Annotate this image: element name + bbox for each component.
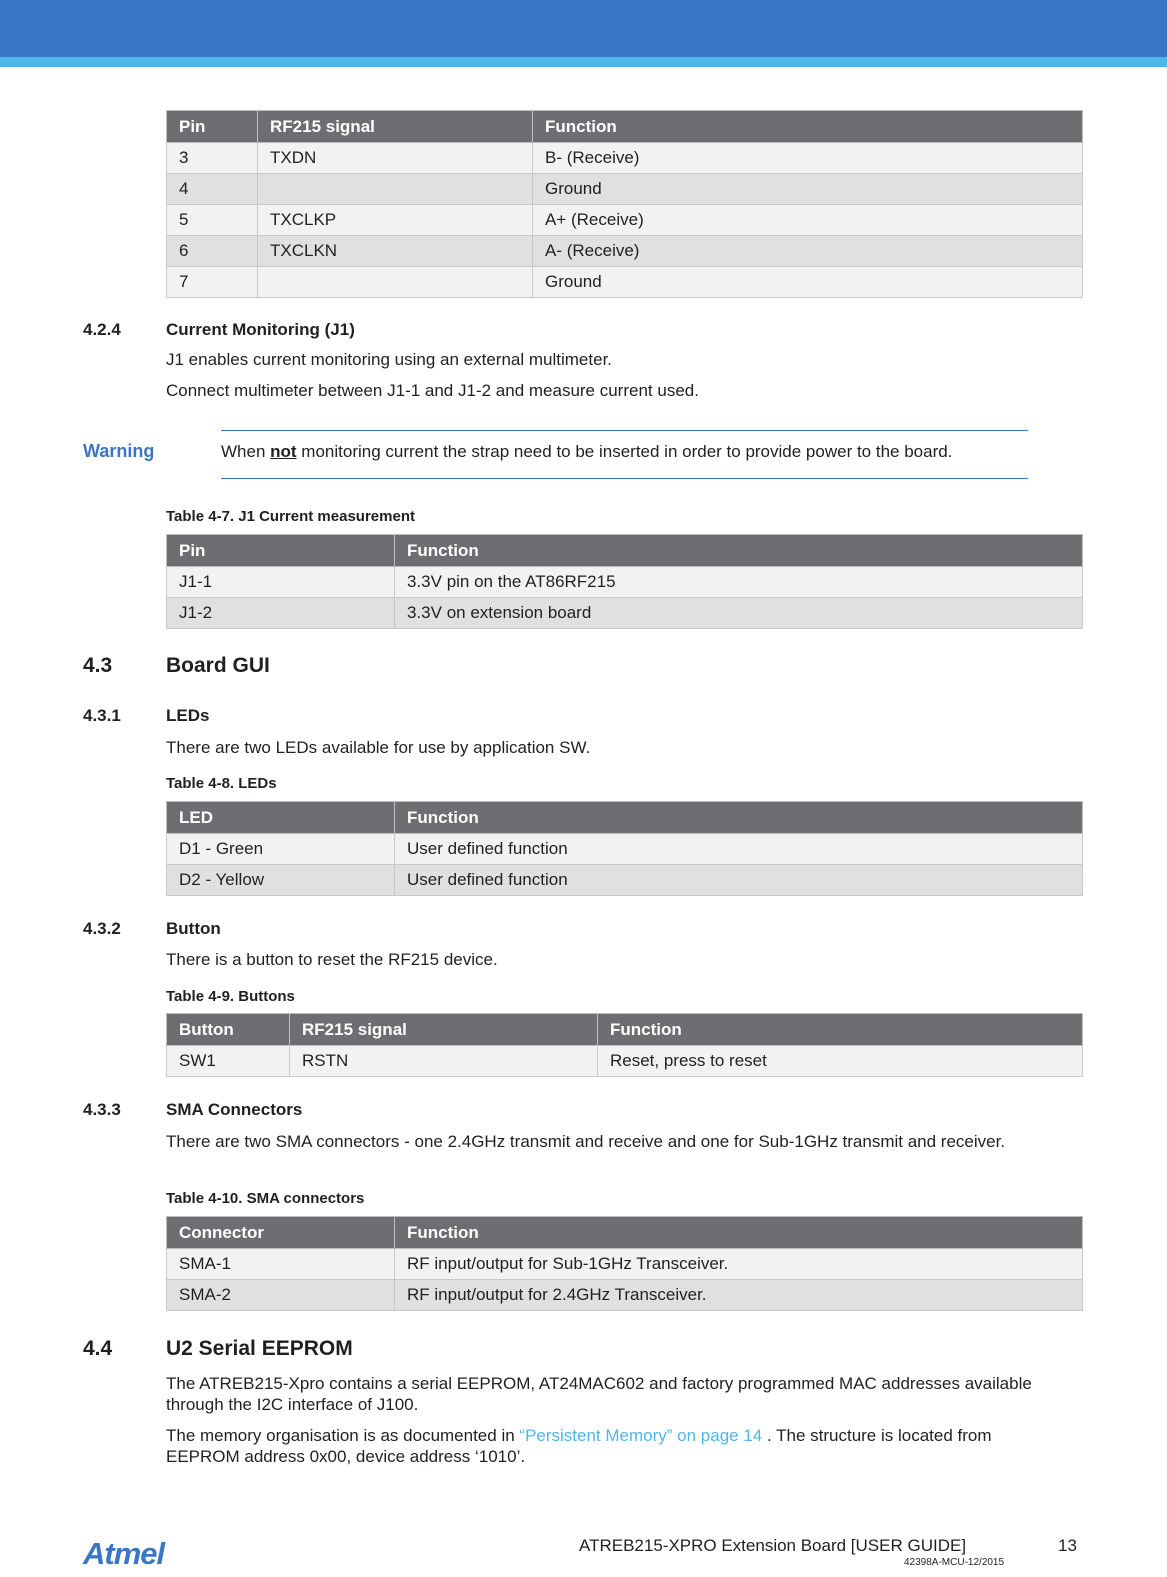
paragraph: There is a button to reset the RF215 device. xyxy=(166,950,498,969)
table-row xyxy=(167,1280,1083,1311)
header-cell: Function xyxy=(533,111,1083,143)
warning-text-suffix: monitoring current the strap need to be inserted in order to provide power to the board. xyxy=(296,442,953,461)
table-caption: Table 4-10. SMA connectors xyxy=(166,1190,365,1207)
section-title: Button xyxy=(166,919,221,938)
warning-text xyxy=(221,442,952,462)
table-cell: D1 - Green xyxy=(167,834,395,865)
section-title: LEDs xyxy=(166,706,210,725)
section-number: 4.3.3 xyxy=(83,1100,121,1119)
header-cell: RF215 signal xyxy=(290,1014,598,1046)
table-cell: RSTN xyxy=(290,1046,598,1077)
table-row xyxy=(167,598,1083,629)
table-cell: 4 xyxy=(167,174,258,205)
paragraph: The ATREB215-Xpro contains a serial EEPROM, AT24MAC602 and factory programmed MAC addresses available through the I2C interface of J100. xyxy=(166,1374,1032,1414)
table-row xyxy=(167,236,1083,267)
warning-top-rule xyxy=(221,430,1028,431)
table-caption: Table 4-8. LEDs xyxy=(166,775,277,792)
warning-bottom-rule xyxy=(221,478,1028,479)
table-row xyxy=(167,865,1083,896)
table-cell xyxy=(258,174,533,205)
paragraph-text: . The structure is located from EEPROM address 0x00, device address ‘1010’. xyxy=(166,1426,992,1466)
table-cell: 6 xyxy=(167,236,258,267)
header-cell: Function xyxy=(395,1217,1083,1249)
table-cell: TXCLKP xyxy=(258,205,533,236)
table-header-row xyxy=(167,111,1083,143)
header-cell: Function xyxy=(395,535,1083,567)
table-cell: J1-2 xyxy=(167,598,395,629)
section-title: SMA Connectors xyxy=(166,1100,303,1119)
sma-connectors-table xyxy=(166,1216,1083,1311)
table-header-row xyxy=(167,1014,1083,1046)
table-cell: A- (Receive) xyxy=(533,236,1083,267)
atmel-logo: Atmel xyxy=(83,1536,165,1571)
section-title: Current Monitoring (J1) xyxy=(166,320,355,339)
table-cell: J1-1 xyxy=(167,567,395,598)
paragraph: There are two SMA connectors - one 2.4GHz transmit and receive and one for Sub-1GHz transmit and receiver. xyxy=(166,1132,1006,1151)
header-cell: Function xyxy=(598,1014,1083,1046)
table-cell: Ground xyxy=(533,267,1083,298)
section-number: 4.3.1 xyxy=(83,706,121,725)
table-cell: 3 xyxy=(167,143,258,174)
table-row xyxy=(167,1046,1083,1077)
table-row xyxy=(167,205,1083,236)
table-header-row xyxy=(167,1217,1083,1249)
header-bar xyxy=(0,0,1167,57)
footer-title: ATREB215-XPRO Extension Board [USER GUIDE] xyxy=(579,1536,967,1555)
warning-emphasis: not xyxy=(270,442,297,461)
table-cell: B- (Receive) xyxy=(533,143,1083,174)
paragraph: There are two LEDs available for use by application SW. xyxy=(166,738,591,757)
table-cell: RF input/output for Sub-1GHz Transceiver. xyxy=(395,1249,1083,1280)
table-cell: A+ (Receive) xyxy=(533,205,1083,236)
section-number: 4.2.4 xyxy=(83,320,121,339)
header-cell: Function xyxy=(395,802,1083,834)
table-row xyxy=(167,567,1083,598)
table-row xyxy=(167,267,1083,298)
table-row xyxy=(167,1249,1083,1280)
table-caption: Table 4-7. J1 Current measurement xyxy=(166,508,415,525)
table-cell: SW1 xyxy=(167,1046,290,1077)
header-accent-bar xyxy=(0,57,1167,67)
table-row xyxy=(167,174,1083,205)
pins-table xyxy=(166,110,1083,298)
page-number: 13 xyxy=(1058,1536,1077,1555)
document-code: 42398A-MCU-12/2015 xyxy=(904,1557,1005,1568)
table-cell: User defined function xyxy=(395,834,1083,865)
table-cell: SMA-1 xyxy=(167,1249,395,1280)
leds-table xyxy=(166,801,1083,896)
header-cell: Connector xyxy=(167,1217,395,1249)
persistent-memory-link[interactable]: “Persistent Memory” on page 14 xyxy=(519,1426,763,1445)
paragraph: Connect multimeter between J1-1 and J1-2 and measure current used. xyxy=(166,381,699,400)
table-cell: 5 xyxy=(167,205,258,236)
table-cell: Ground xyxy=(533,174,1083,205)
table-cell: 7 xyxy=(167,267,258,298)
section-number: 4.3 xyxy=(83,654,113,677)
table-cell: 3.3V on extension board xyxy=(395,598,1083,629)
warning-label: Warning xyxy=(83,441,155,461)
current-measurement-table xyxy=(166,534,1083,629)
paragraph: J1 enables current monitoring using an external multimeter. xyxy=(166,350,613,369)
table-cell: TXCLKN xyxy=(258,236,533,267)
section-title: Board GUI xyxy=(166,654,270,677)
table-cell xyxy=(258,267,533,298)
table-header-row xyxy=(167,535,1083,567)
buttons-table xyxy=(166,1013,1083,1077)
paragraph-text: The memory organisation is as documented in xyxy=(166,1426,520,1445)
section-number: 4.3.2 xyxy=(83,919,121,938)
section-title: U2 Serial EEPROM xyxy=(166,1337,353,1360)
header-cell: Pin xyxy=(167,535,395,567)
header-cell: RF215 signal xyxy=(258,111,533,143)
table-cell: Reset, press to reset xyxy=(598,1046,1083,1077)
table-cell: 3.3V pin on the AT86RF215 xyxy=(395,567,1083,598)
header-cell: LED xyxy=(167,802,395,834)
warning-text-prefix: When xyxy=(221,442,271,461)
header-cell: Button xyxy=(167,1014,290,1046)
table-row xyxy=(167,143,1083,174)
table-cell: RF input/output for 2.4GHz Transceiver. xyxy=(395,1280,1083,1311)
table-caption: Table 4-9. Buttons xyxy=(166,988,295,1005)
table-cell: SMA-2 xyxy=(167,1280,395,1311)
table-cell: D2 - Yellow xyxy=(167,865,395,896)
table-cell: User defined function xyxy=(395,865,1083,896)
header-cell: Pin xyxy=(167,111,258,143)
table-cell: TXDN xyxy=(258,143,533,174)
table-row xyxy=(167,834,1083,865)
table-header-row xyxy=(167,802,1083,834)
paragraph xyxy=(166,1425,1046,1467)
section-number: 4.4 xyxy=(83,1337,113,1360)
